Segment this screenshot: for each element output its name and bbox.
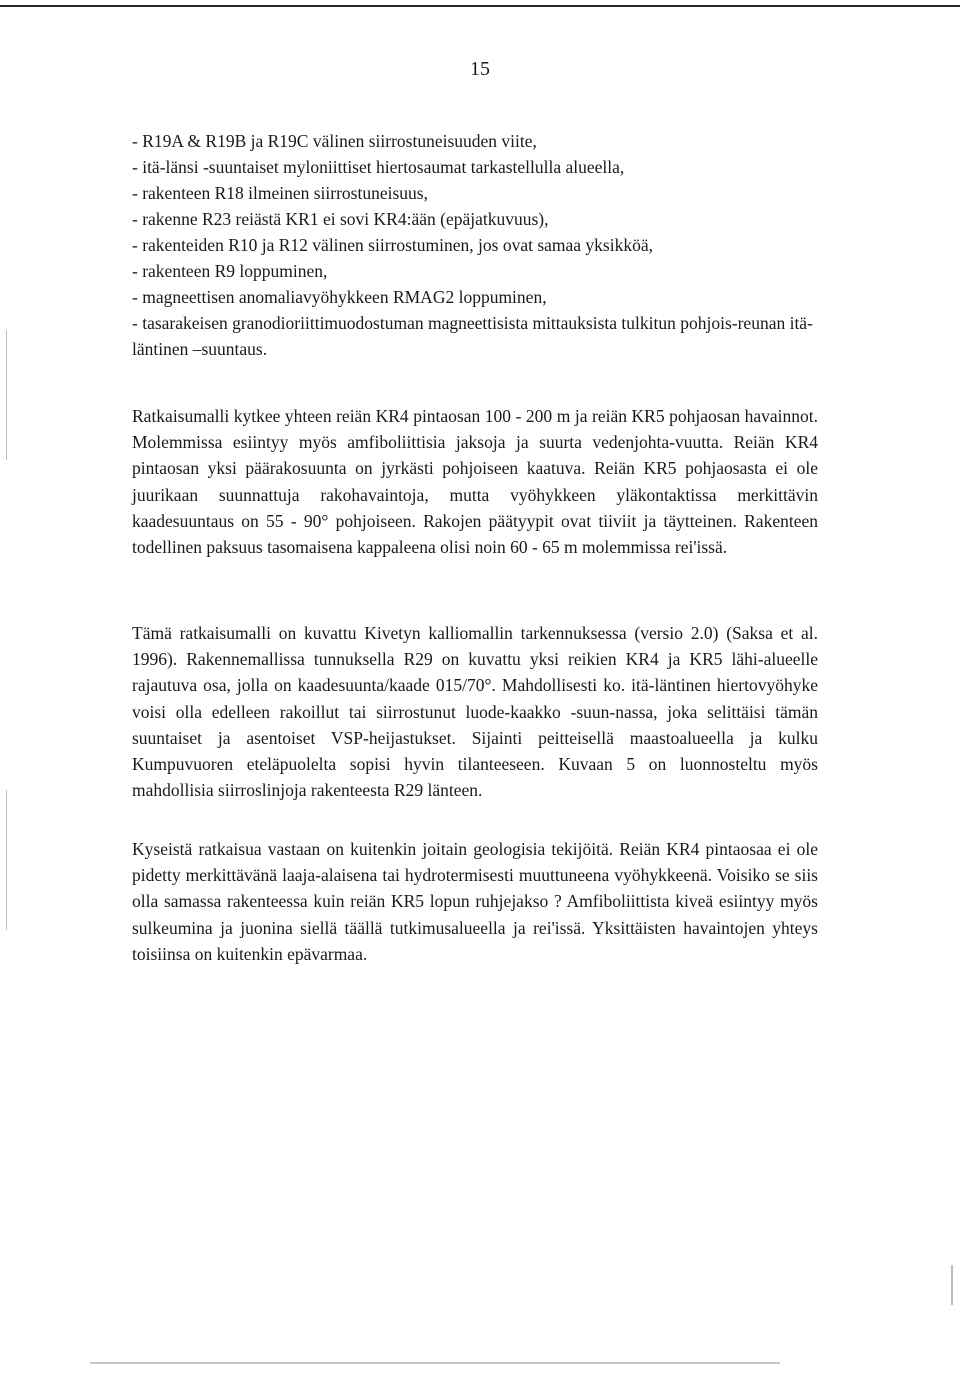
bullet-list [132, 128, 832, 362]
page-number: 15 [470, 58, 490, 80]
bullet-item: - R19A & R19B ja R19C välinen siirrostuneisuuden viite, [132, 131, 537, 151]
bullet-item: - rakenteen R9 loppuminen, [132, 261, 328, 281]
scan-edge-mark-left-upper [6, 330, 7, 460]
bullet-item: - magneettisen anomaliavyöhykkeen RMAG2 loppuminen, [132, 287, 547, 307]
page-bottom-edge [90, 1362, 780, 1364]
body-paragraph: Tämä ratkaisumalli on kuvattu Kivetyn kalliomallin tarkennuksessa (versio 2.0) (Saksa et al. 1996). Rakennemallissa tunnuksella R29 on kuvattu yksi reikien KR4 ja KR5 lähi-alueelle rajautuva osa, jolla on kaadesuunta/kaade 015/70°. Mahdollisesti ko. itä-läntinen hiertovyöhyke voisi olla edelleen rakoillut tai siirrostunut luode-kaakko -suun-nassa, joka selittäisi tämän suuntaiset ja asentoiset VSP-heijastukset. Sijainti peitteisellä maastoalueella ja kulku Kumpuvuoren eteläpuolelta sopisi hyvin tilanteeseen. Kuvaan 5 on luonnosteltu myös mahdollisia siirroslinjoja rakenteesta R29 länteen. [132, 623, 818, 801]
bullet-item: - rakenne R23 reiästä KR1 ei sovi KR4:ään (epäjatkuvuus), [132, 209, 549, 229]
bullet-item: - itä-länsi -suuntaiset myloniittiset hiertosaumat tarkastellulla alueella, [132, 157, 625, 177]
body-paragraph: Ratkaisumalli kytkee yhteen reiän KR4 pintaosan 100 - 200 m ja reiän KR5 pohjaosan havainnot. Molemmissa esiintyy myös amfiboliittisia jaksoja ja suurta vedenjohta-vuutta. Reiän KR4 pintaosan yksi päärakosuunta on jyrkästi pohjoiseen kaatuva. Reiän KR5 pohjaosasta ei ole juurikaan suunnattuja rakohavaintoja, mutta vyöhykkeen yläkontaktissa merkittävin kaadesuuntaus on 55 - 90° pohjoiseen. Rakojen päätyypit ovat tiiviit ja täytteinen. Rakenteen todellinen paksuus tasomaisena kappaleena olisi noin 60 - 65 m molemmissa rei'issä. [132, 406, 818, 558]
bullet-item: - rakenteen R18 ilmeinen siirrostuneisuus, [132, 183, 428, 203]
body-paragraph: Kyseistä ratkaisua vastaan on kuitenkin joitain geologisia tekijöitä. Reiän KR4 pintaosaa ei ole pidetty merkittävänä laaja-alaisena tai hydrotermisesti muuttuneena vyöhykkeenä. Voisiko se siis olla samassa rakenteessa kuin reiän KR5 lopun ruhjejakso ? Amfiboliittista kiveä esiintyy myös sulkeumina ja juonina siellä täällä tutkimusalueella ja rei'issä. Yksittäisten havaintojen yhteys toisiinsa on kuitenkin epävarmaa. [132, 839, 818, 964]
scan-edge-mark-right [951, 1265, 953, 1305]
scan-edge-mark-left-lower [6, 790, 7, 930]
bullet-item: - tasarakeisen granodioriittimuodostuman magneettisista mittauksista tulkitun pohjois-reunan itä-läntinen –suuntaus. [132, 313, 813, 359]
page-top-border [0, 5, 960, 7]
bullet-item: - rakenteiden R10 ja R12 välinen siirrostuminen, jos ovat samaa yksikköä, [132, 235, 654, 255]
